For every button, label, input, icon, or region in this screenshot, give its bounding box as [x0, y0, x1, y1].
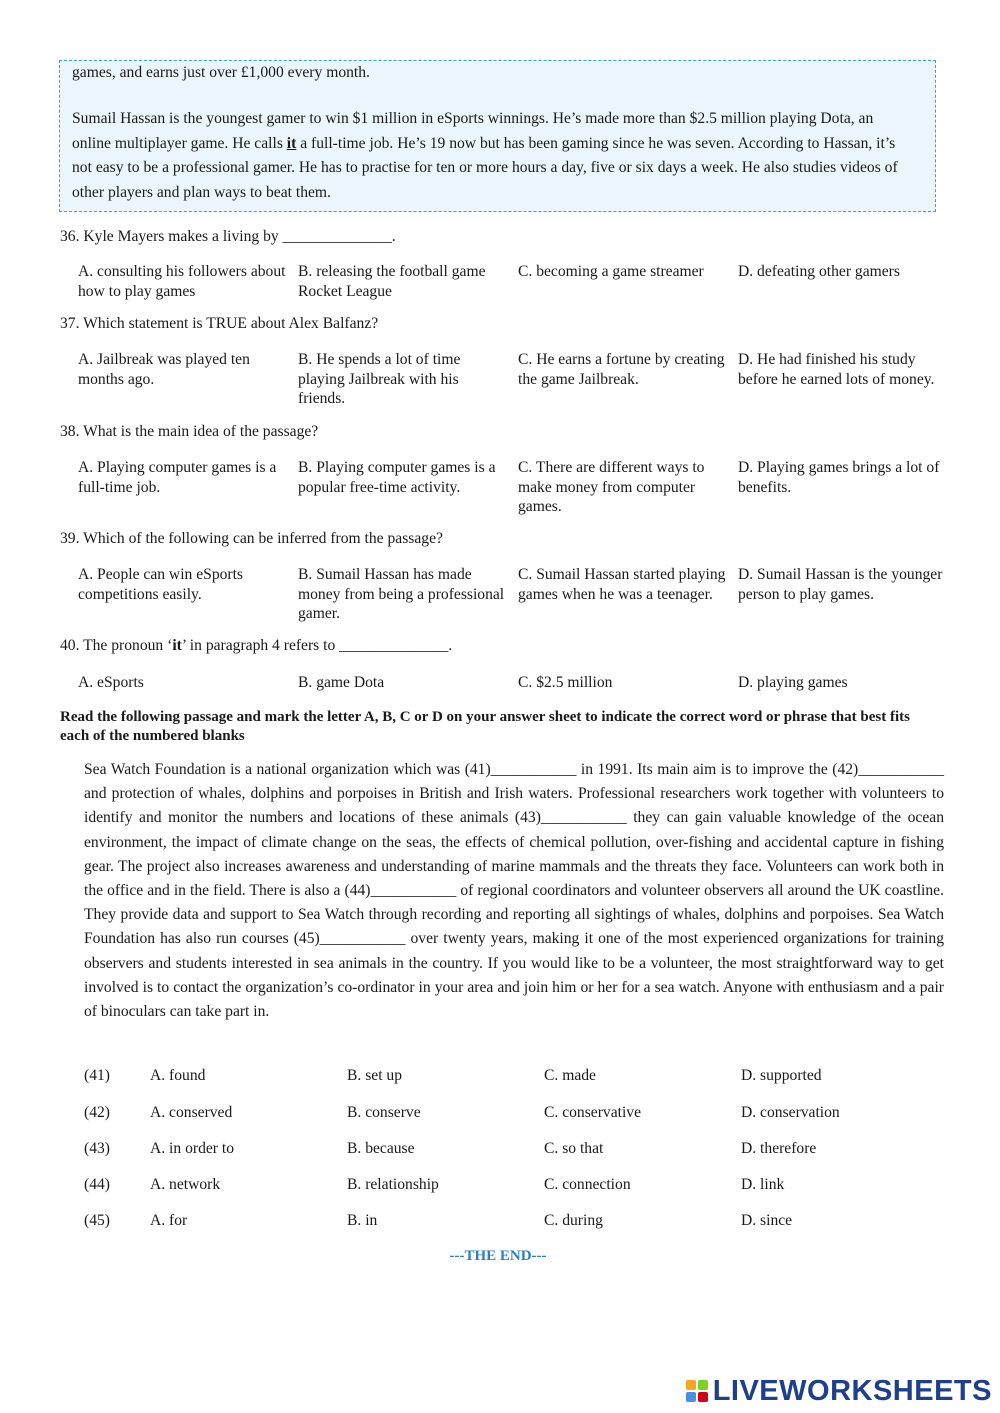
question-38-options — [78, 458, 958, 517]
answer-row-42 — [84, 1104, 964, 1122]
option-a[interactable]: A. conserved — [150, 1104, 233, 1121]
logo-square-icon — [686, 1380, 696, 1390]
question-37-options — [78, 350, 958, 409]
option-c[interactable]: C. connection — [544, 1176, 631, 1193]
option-b[interactable]: B. game Dota — [298, 674, 385, 691]
blank-number: (41) — [84, 1067, 110, 1084]
option-b[interactable]: B. releasing the football game Rocket League — [298, 263, 486, 300]
blank-number: (45) — [84, 1212, 110, 1229]
option-a[interactable]: A. found — [150, 1067, 206, 1084]
the-end-label: ---THE END--- — [449, 1248, 547, 1264]
option-b[interactable]: B. Playing computer games is a popular free-time activity. — [298, 459, 496, 496]
option-c[interactable]: C. becoming a game streamer — [518, 263, 704, 280]
option-c[interactable]: C. made — [544, 1067, 596, 1084]
question-39-options — [78, 565, 958, 624]
liveworksheets-logo[interactable] — [686, 1375, 992, 1407]
option-d[interactable]: D. since — [741, 1212, 793, 1229]
option-b[interactable]: B. set up — [347, 1067, 403, 1084]
option-c[interactable]: C. $2.5 million — [518, 674, 613, 691]
question-39-stem: 39. Which of the following can be inferred from the passage? — [60, 530, 443, 547]
reading-passage-box — [59, 60, 936, 212]
option-d[interactable]: D. Playing games brings a lot of benefits. — [738, 459, 940, 496]
option-d[interactable]: D. He had finished his study before he earned lots of money. — [738, 351, 935, 388]
option-c[interactable]: C. He earns a fortune by creating the game Jailbreak. — [518, 351, 725, 388]
option-c[interactable]: C. conservative — [544, 1104, 641, 1121]
option-b[interactable]: B. conserve — [347, 1104, 421, 1121]
blank-number: (44) — [84, 1176, 110, 1193]
option-a[interactable]: A. consulting his followers about how to play games — [78, 263, 286, 300]
question-38-stem: 38. What is the main idea of the passage? — [60, 423, 319, 440]
option-a[interactable]: A. Jailbreak was played ten months ago. — [78, 351, 250, 388]
option-d[interactable]: D. link — [741, 1176, 785, 1193]
cloze-passage: Sea Watch Foundation is a national organization which was (41)___________ in 1991. Its main aim is to improve the (42)___________ and protection of whales, dolphins and porpoises in British and Irish waters. Professional researchers work together with volunteers to identify and monitor the numbers and locations of these animals (43)___________ they can gain valuable knowledge of the ocean environment, the impact of climate change on the seas, the effects of chemical pollution, over-fishing and accidental capture in fishing gear. The project also increases awareness and understanding of marine mammals and the threats they face. Volunteers can work both in the office and in the field. There is also a (44)___________ of regional coordinators and volunteer observers all around the UK coastline. They provide data and support to Sea Watch through recording and reporting all sightings of whales, dolphins and porpoises. Sea Watch Foundation has also run courses (45)___________ over twenty years, making it one of the most experienced organizations for training observers and students interested in sea animals in the country. If you would like to be a volunteer, the most straightforward way to get involved is to contact the organization’s co-ordinator in your area and join him or her for a sea watch. Anyone with enthusiasm and a pair of binoculars can take part in. — [84, 761, 944, 1021]
option-b[interactable]: B. in — [347, 1212, 378, 1229]
question-40-stem: 40. The pronoun ‘it’ in paragraph 4 refers to ______________. — [60, 637, 453, 654]
option-a[interactable]: A. Playing computer games is a full-time job. — [78, 459, 277, 496]
option-a[interactable]: A. for — [150, 1212, 188, 1229]
answer-row-44 — [84, 1176, 964, 1194]
option-b[interactable]: B. Sumail Hassan has made money from being a professional gamer. — [298, 566, 505, 622]
blank-number: (43) — [84, 1140, 110, 1157]
option-c[interactable]: C. Sumail Hassan started playing games when he was a teenager. — [518, 566, 726, 603]
option-d[interactable]: D. therefore — [741, 1140, 817, 1157]
passage-paragraph: Sumail Hassan is the youngest gamer to win $1 million in eSports winnings. He’s made more than $2.5 million playing Dota, an online multiplayer game. He calls it a full-time job. He’s 19 now but has been gaming since he was seven. According to Hassan, it’s not easy to be a professional gamer. He has to practise for ten or more hours a day, five or six days a week. He also studies videos of other players and plan ways to beat them. — [72, 110, 898, 201]
passage-line: games, and earns just over £1,000 every month. — [72, 64, 370, 81]
option-d[interactable]: D. Sumail Hassan is the younger person to play games. — [738, 566, 943, 603]
option-b[interactable]: B. relationship — [347, 1176, 439, 1193]
option-d[interactable]: D. supported — [741, 1067, 822, 1084]
option-a[interactable]: A. eSports — [78, 674, 144, 691]
question-36-stem: 36. Kyle Mayers makes a living by ______________. — [60, 228, 396, 245]
option-a[interactable]: A. in order to — [150, 1140, 235, 1157]
blank-number: (42) — [84, 1104, 110, 1121]
answer-row-41 — [84, 1067, 964, 1085]
logo-square-icon — [686, 1392, 696, 1402]
logo-grid-icon — [686, 1380, 708, 1402]
highlighted-pronoun: it — [286, 134, 297, 152]
logo-square-icon — [698, 1380, 708, 1390]
section-instruction: Read the following passage and mark the letter A, B, C or D on your answer sheet to indicate the correct word or phrase that best fits each of the numbered blanks — [60, 709, 910, 744]
question-37-stem: 37. Which statement is TRUE about Alex Balfanz? — [60, 315, 379, 332]
answer-row-43 — [84, 1140, 964, 1158]
option-c[interactable]: C. during — [544, 1212, 603, 1229]
option-a[interactable]: A. People can win eSports competitions easily. — [78, 566, 244, 603]
option-b[interactable]: B. because — [347, 1140, 415, 1157]
question-40-options — [78, 673, 958, 693]
logo-square-icon — [698, 1392, 708, 1402]
answer-row-45 — [84, 1212, 964, 1230]
option-d[interactable]: D. playing games — [738, 674, 848, 691]
option-d[interactable]: D. defeating other gamers — [738, 263, 900, 280]
option-d[interactable]: D. conservation — [741, 1104, 840, 1121]
option-b[interactable]: B. He spends a lot of time playing Jailbreak with his friends. — [298, 351, 461, 407]
question-36-options — [78, 262, 958, 301]
logo-text: LIVEWORKSHEETS — [712, 1374, 992, 1407]
option-a[interactable]: A. network — [150, 1176, 221, 1193]
option-c[interactable]: C. There are different ways to make money from computer games. — [518, 459, 705, 515]
option-c[interactable]: C. so that — [544, 1140, 604, 1157]
